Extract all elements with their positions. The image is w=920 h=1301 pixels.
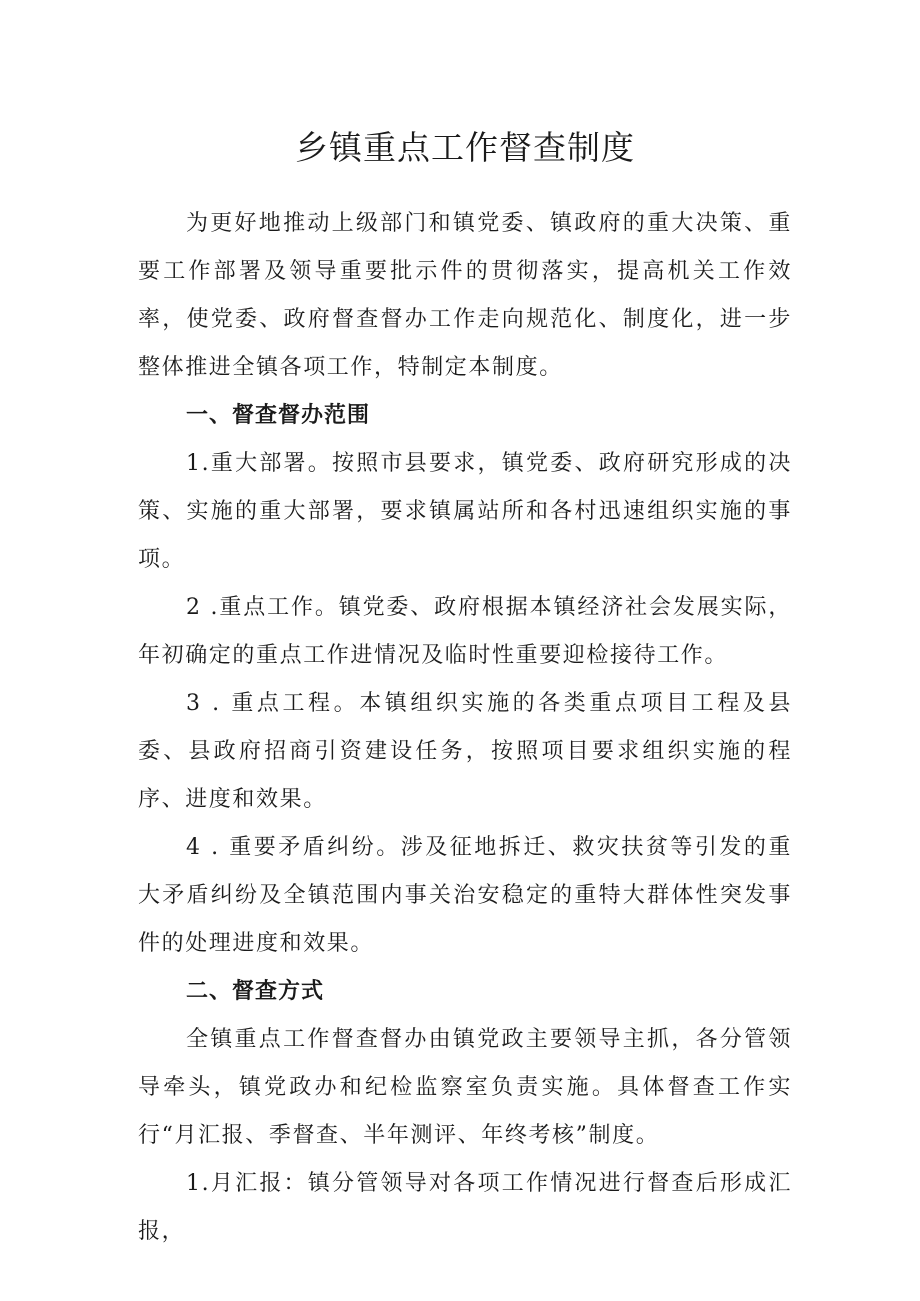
document-title: 乡镇重点工作督查制度 [295,128,635,167]
document-page [138,0,792,1301]
paragraph-item-2: 2 .重点工作。镇党委、政府根据本镇经济社会发展实际，年初确定的重点工作进情况及临时性重要迎检接待工作。 [138,595,792,668]
paragraph-monthly-report: 1.月汇报：镇分管领导对各项工作情况进行督查后形成汇报， [138,1171,792,1244]
paragraph-item-1: 1.重大部署。按照市县要求，镇党委、政府研究形成的决策、实施的重大部署，要求镇属站所和各村迅速组织实施的事项。 [138,451,792,572]
document-body [138,200,792,1256]
paragraph-item-4: 4 . 重要矛盾纠纷。涉及征地拆迁、救灾扶贫等引发的重大矛盾纠纷及全镇范围内事关治安稳定的重特大群体性突发事件的处理进度和效果。 [138,835,792,956]
section-heading-method: 二、督查方式 [186,979,325,1004]
section-heading-scope: 一、督查督办范围 [186,403,371,428]
method-paragraph: 全镇重点工作督查督办由镇党政主要领导主抓，各分管领导牵头，镇党政办和纪检监察室负责实施。具体督查工作实行“月汇报、季督查、半年测评、年终考核”制度。 [138,1027,792,1148]
intro-paragraph: 为更好地推动上级部门和镇党委、镇政府的重大决策、重要工作部署及领导重要批示件的贯彻落实，提高机关工作效率，使党委、政府督查督办工作走向规范化、制度化，进一步整体推进全镇各项工作，特制定本制度。 [138,211,792,380]
paragraph-item-3: 3 . 重点工程。本镇组织实施的各类重点项目工程及县委、县政府招商引资建设任务，按照项目要求组织实施的程序、进度和效果。 [138,691,792,812]
